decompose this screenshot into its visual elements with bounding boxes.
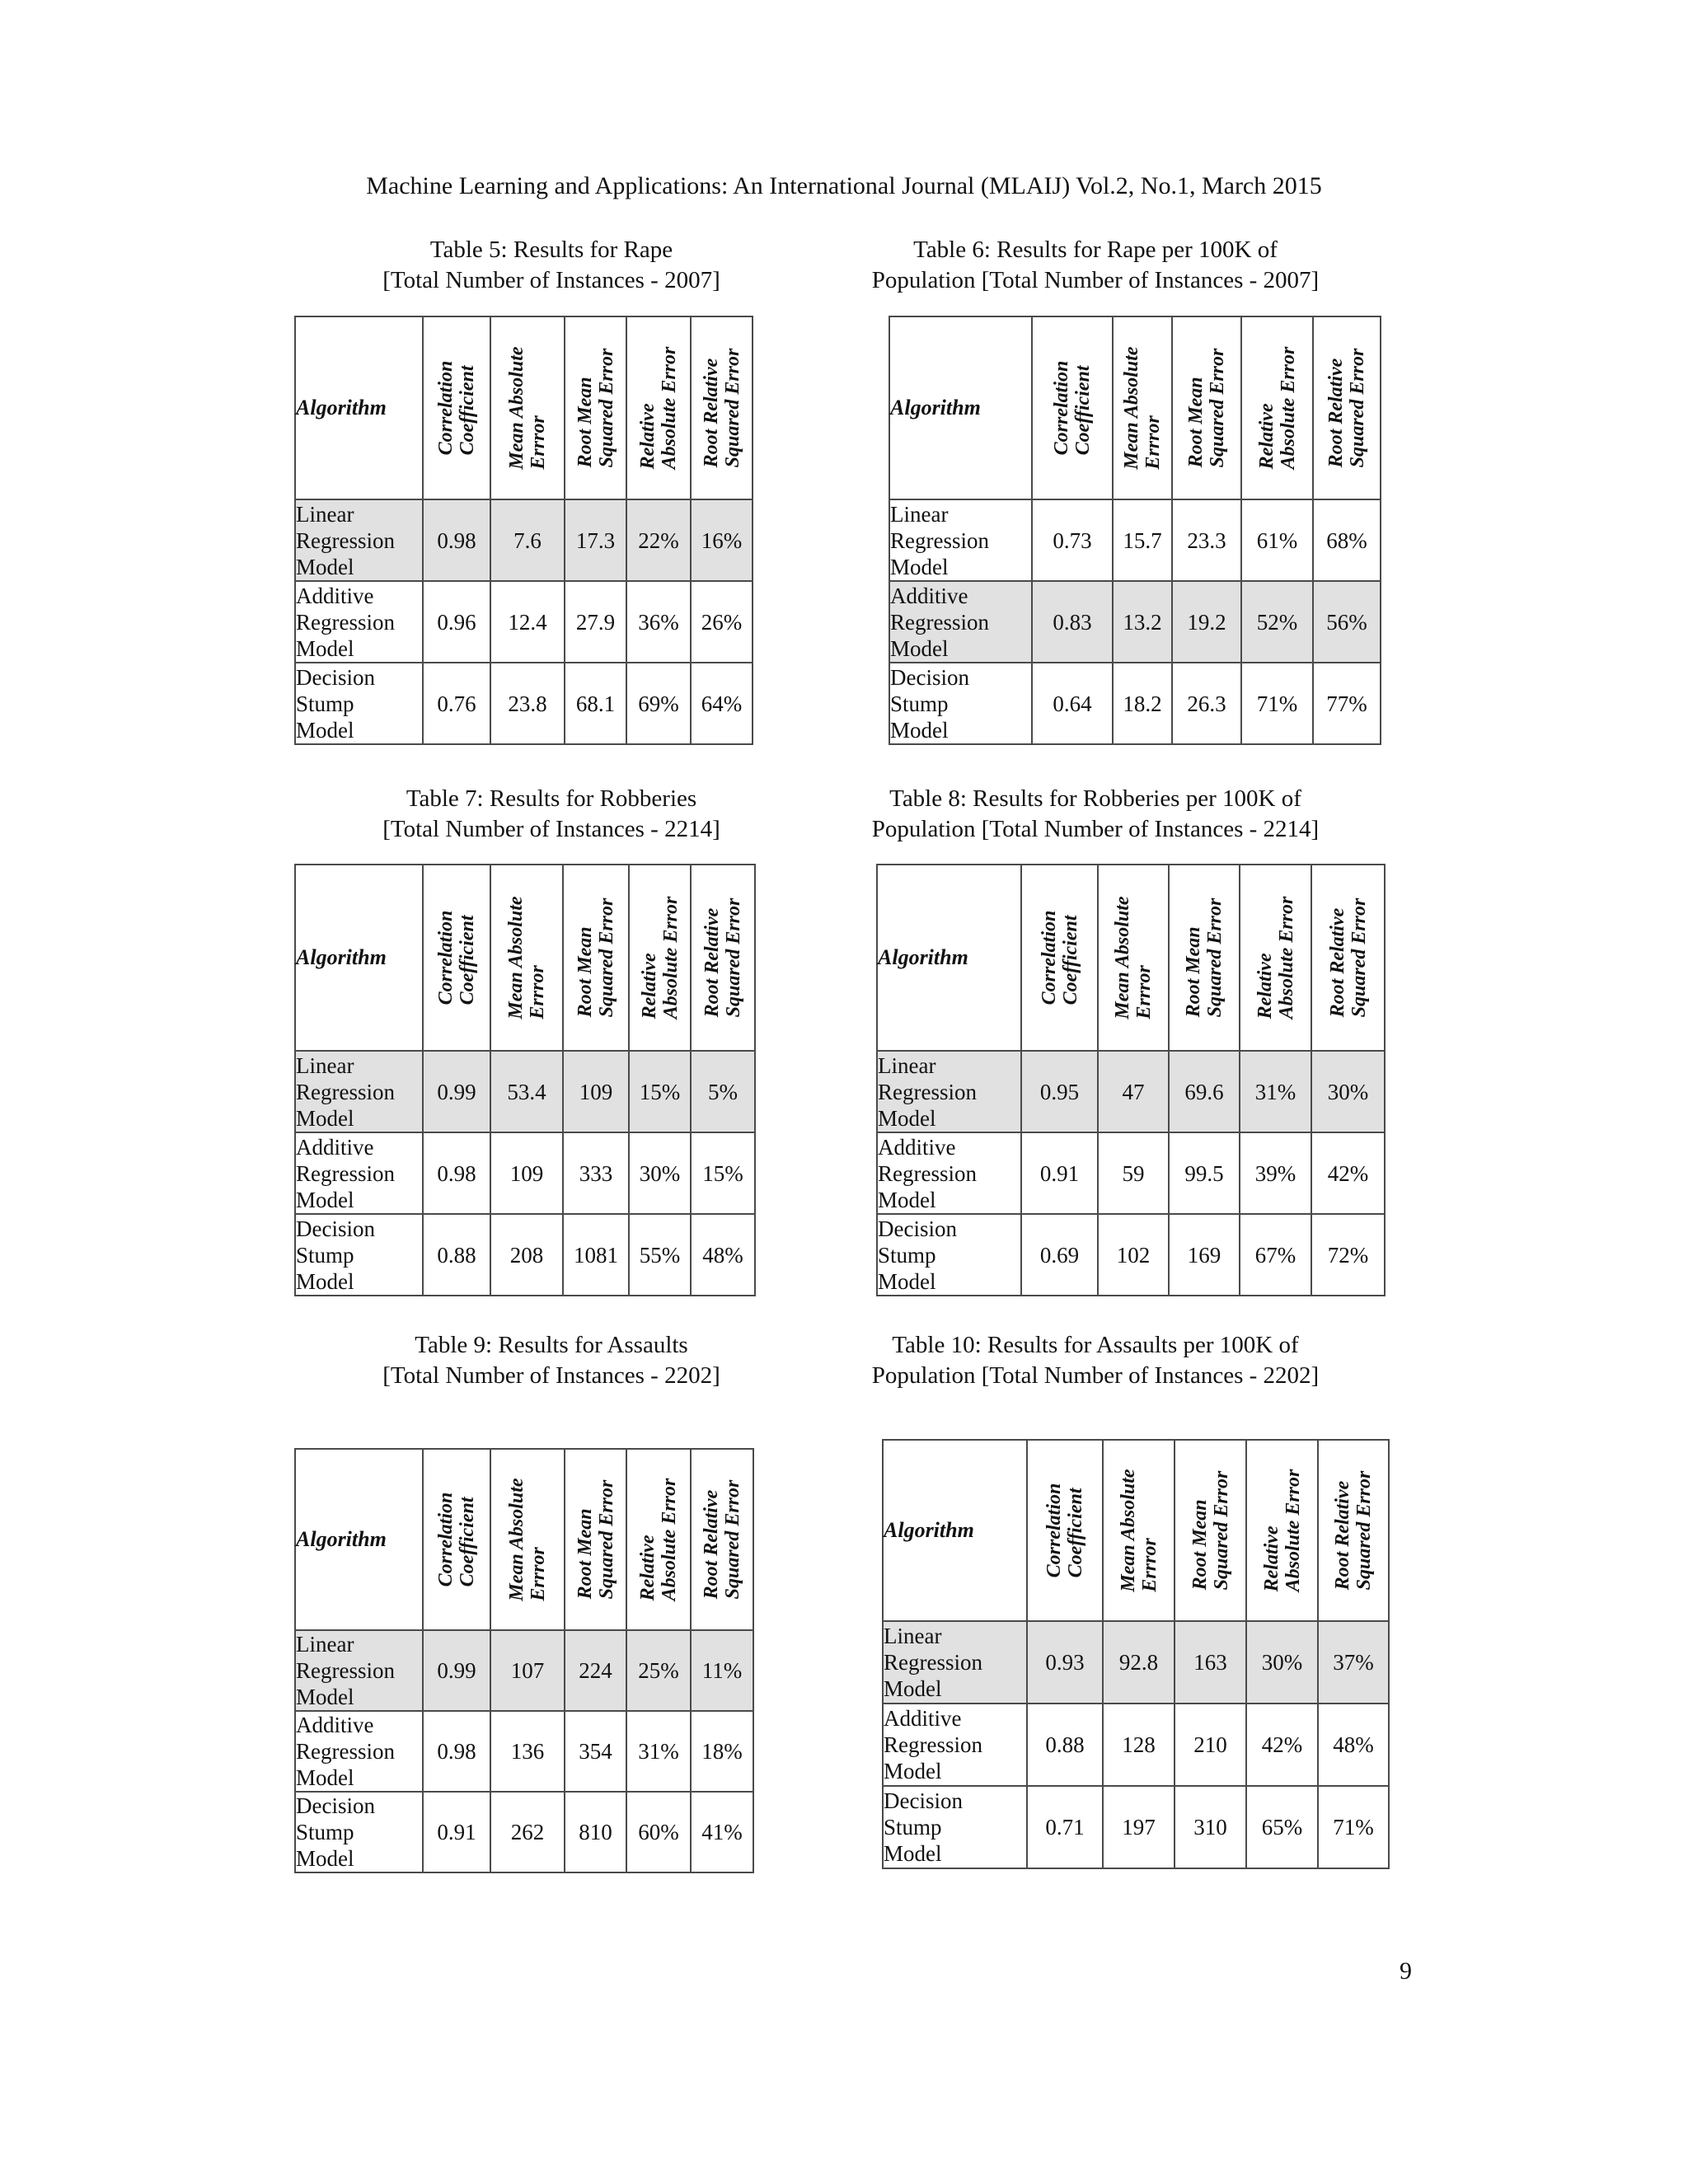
- root-relative-squared-error-cell: 77%: [1313, 663, 1381, 744]
- table-row: [295, 1630, 753, 1711]
- root-mean-squared-error-header: Root Mean Squared Error: [1169, 865, 1240, 1051]
- correlation-coefficient-cell: 0.91: [1021, 1132, 1098, 1214]
- correlation-coefficient-cell: 0.91: [423, 1792, 490, 1872]
- algorithm-header: Algorithm: [295, 865, 423, 1051]
- root-relative-squared-error-cell: 71%: [1318, 1786, 1389, 1868]
- root-mean-squared-error-header: Root Mean Squared Error: [1175, 1440, 1246, 1621]
- root-relative-squared-error-cell: 41%: [691, 1792, 753, 1872]
- table-caption: [847, 1330, 1343, 1391]
- table-caption: [364, 1330, 738, 1391]
- relative-absolute-error-cell: 69%: [626, 663, 691, 744]
- mean-absolute-error-cell: 109: [490, 1132, 563, 1214]
- algorithm-name-cell: Linear Regression Model: [295, 499, 423, 581]
- mean-absolute-error-cell: 102: [1098, 1214, 1169, 1296]
- root-mean-squared-error-cell: 19.2: [1172, 581, 1241, 663]
- root-mean-squared-error-cell: 26.3: [1172, 663, 1241, 744]
- table-caption: [847, 235, 1343, 296]
- correlation-coefficient-header: Correlation Coefficient: [423, 1449, 490, 1630]
- algorithm-name-cell: Additive Regression Model: [883, 1704, 1027, 1786]
- mean-absolute-error-header: Mean Absolute Errror: [1103, 1440, 1175, 1621]
- relative-absolute-error-cell: 55%: [629, 1214, 691, 1296]
- algorithm-name-cell: Linear Regression Model: [883, 1621, 1027, 1704]
- root-relative-squared-error-cell: 15%: [691, 1132, 755, 1214]
- relative-absolute-error-cell: 30%: [1246, 1621, 1318, 1704]
- root-mean-squared-error-cell: 169: [1169, 1214, 1240, 1296]
- table-row: [883, 1704, 1389, 1786]
- root-relative-squared-error-cell: 5%: [691, 1051, 755, 1132]
- relative-absolute-error-header: Relative Absolute Error: [1240, 865, 1311, 1051]
- relative-absolute-error-cell: 15%: [629, 1051, 691, 1132]
- relative-absolute-error-cell: 39%: [1240, 1132, 1311, 1214]
- table-row: [877, 1132, 1385, 1214]
- algorithm-name-cell: Decision Stump Model: [295, 1792, 423, 1872]
- mean-absolute-error-header: Mean Absolute Errror: [490, 316, 565, 499]
- root-relative-squared-error-header: Root Relative Squared Error: [1318, 1440, 1389, 1621]
- algorithm-header: Algorithm: [877, 865, 1021, 1051]
- correlation-coefficient-cell: 0.99: [423, 1051, 490, 1132]
- relative-absolute-error-cell: 61%: [1241, 499, 1313, 581]
- relative-absolute-error-cell: 31%: [626, 1711, 691, 1792]
- table-row: [877, 1214, 1385, 1296]
- root-relative-squared-error-cell: 26%: [691, 581, 753, 663]
- root-relative-squared-error-cell: 64%: [691, 663, 753, 744]
- table-caption-line: Table 9: Results for Assaults: [415, 1332, 688, 1358]
- correlation-coefficient-cell: 0.76: [423, 663, 490, 744]
- table-caption-line: [Total Number of Instances - 2007]: [382, 267, 720, 293]
- root-mean-squared-error-cell: 68.1: [565, 663, 626, 744]
- root-mean-squared-error-cell: 354: [565, 1711, 626, 1792]
- table-caption-line: [Total Number of Instances - 2214]: [382, 816, 720, 842]
- correlation-coefficient-cell: 0.88: [1027, 1704, 1103, 1786]
- table-caption-line: Population [Total Number of Instances - 2214]: [871, 816, 1320, 842]
- root-relative-squared-error-cell: 72%: [1311, 1214, 1385, 1296]
- table-row: [295, 1051, 755, 1132]
- root-mean-squared-error-header: Root Mean Squared Error: [1172, 316, 1241, 499]
- table-caption-line: [Total Number of Instances - 2202]: [382, 1362, 720, 1389]
- correlation-coefficient-header: Correlation Coefficient: [423, 865, 490, 1051]
- table-row: [295, 499, 753, 581]
- root-relative-squared-error-cell: 30%: [1311, 1051, 1385, 1132]
- root-mean-squared-error-cell: 17.3: [565, 499, 626, 581]
- table-row: [295, 663, 753, 744]
- correlation-coefficient-cell: 0.69: [1021, 1214, 1098, 1296]
- mean-absolute-error-cell: 262: [490, 1792, 565, 1872]
- root-relative-squared-error-header: Root Relative Squared Error: [691, 865, 755, 1051]
- table-caption-line: Table 7: Results for Robberies: [406, 785, 697, 812]
- root-mean-squared-error-header: Root Mean Squared Error: [565, 316, 626, 499]
- relative-absolute-error-cell: 25%: [626, 1630, 691, 1711]
- algorithm-name-cell: Decision Stump Model: [295, 663, 423, 744]
- correlation-coefficient-cell: 0.64: [1032, 663, 1113, 744]
- table-caption-line: Population [Total Number of Instances - 2007]: [871, 267, 1320, 293]
- table-row: [295, 1711, 753, 1792]
- algorithm-name-cell: Linear Regression Model: [295, 1051, 423, 1132]
- root-relative-squared-error-header: Root Relative Squared Error: [691, 1449, 753, 1630]
- algorithm-header: Algorithm: [883, 1440, 1027, 1621]
- relative-absolute-error-cell: 52%: [1241, 581, 1313, 663]
- mean-absolute-error-cell: 208: [490, 1214, 563, 1296]
- relative-absolute-error-cell: 67%: [1240, 1214, 1311, 1296]
- relative-absolute-error-cell: 31%: [1240, 1051, 1311, 1132]
- algorithm-name-cell: Decision Stump Model: [877, 1214, 1021, 1296]
- mean-absolute-error-cell: 136: [490, 1711, 565, 1792]
- mean-absolute-error-cell: 15.7: [1113, 499, 1172, 581]
- correlation-coefficient-cell: 0.93: [1027, 1621, 1103, 1704]
- algorithm-name-cell: Additive Regression Model: [295, 581, 423, 663]
- relative-absolute-error-cell: 30%: [629, 1132, 691, 1214]
- relative-absolute-error-cell: 71%: [1241, 663, 1313, 744]
- root-relative-squared-error-header: Root Relative Squared Error: [691, 316, 753, 499]
- table-row: [889, 581, 1381, 663]
- mean-absolute-error-cell: 107: [490, 1630, 565, 1711]
- table-row: [295, 581, 753, 663]
- algorithm-name-cell: Decision Stump Model: [889, 663, 1032, 744]
- table-row: [889, 499, 1381, 581]
- root-mean-squared-error-cell: 109: [563, 1051, 629, 1132]
- correlation-coefficient-cell: 0.98: [423, 1132, 490, 1214]
- algorithm-name-cell: Additive Regression Model: [877, 1132, 1021, 1214]
- relative-absolute-error-header: Relative Absolute Error: [626, 316, 691, 499]
- root-mean-squared-error-cell: 99.5: [1169, 1132, 1240, 1214]
- mean-absolute-error-cell: 92.8: [1103, 1621, 1175, 1704]
- table-caption-line: Population [Total Number of Instances - 2202]: [871, 1362, 1320, 1389]
- mean-absolute-error-cell: 18.2: [1113, 663, 1172, 744]
- root-relative-squared-error-cell: 56%: [1313, 581, 1381, 663]
- correlation-coefficient-header: Correlation Coefficient: [1027, 1440, 1103, 1621]
- algorithm-header: Algorithm: [295, 316, 423, 499]
- table-caption-line: Table 5: Results for Rape: [429, 237, 673, 263]
- root-relative-squared-error-cell: 11%: [691, 1630, 753, 1711]
- root-mean-squared-error-cell: 1081: [563, 1214, 629, 1296]
- mean-absolute-error-header: Mean Absolute Errror: [1113, 316, 1172, 499]
- table-row: [889, 663, 1381, 744]
- results-table: [882, 1439, 1390, 1869]
- mean-absolute-error-header: Mean Absolute Errror: [490, 1449, 565, 1630]
- relative-absolute-error-cell: 60%: [626, 1792, 691, 1872]
- mean-absolute-error-cell: 47: [1098, 1051, 1169, 1132]
- relative-absolute-error-cell: 22%: [626, 499, 691, 581]
- correlation-coefficient-cell: 0.99: [423, 1630, 490, 1711]
- correlation-coefficient-cell: 0.98: [423, 499, 490, 581]
- root-mean-squared-error-cell: 69.6: [1169, 1051, 1240, 1132]
- results-table: [294, 1448, 754, 1873]
- relative-absolute-error-header: Relative Absolute Error: [626, 1449, 691, 1630]
- root-mean-squared-error-cell: 210: [1175, 1704, 1246, 1786]
- page-number: 9: [1400, 1957, 1412, 1985]
- table-row: [295, 1132, 755, 1214]
- root-relative-squared-error-cell: 68%: [1313, 499, 1381, 581]
- root-mean-squared-error-header: Root Mean Squared Error: [563, 865, 629, 1051]
- algorithm-name-cell: Linear Regression Model: [295, 1630, 423, 1711]
- root-relative-squared-error-header: Root Relative Squared Error: [1313, 316, 1381, 499]
- relative-absolute-error-header: Relative Absolute Error: [1241, 316, 1313, 499]
- root-relative-squared-error-cell: 48%: [691, 1214, 755, 1296]
- mean-absolute-error-cell: 12.4: [490, 581, 565, 663]
- mean-absolute-error-cell: 53.4: [490, 1051, 563, 1132]
- root-mean-squared-error-cell: 224: [565, 1630, 626, 1711]
- table-caption-line: Table 10: Results for Assaults per 100K of: [892, 1332, 1299, 1358]
- algorithm-name-cell: Additive Regression Model: [295, 1132, 423, 1214]
- relative-absolute-error-cell: 65%: [1246, 1786, 1318, 1868]
- algorithm-name-cell: Additive Regression Model: [295, 1711, 423, 1792]
- root-mean-squared-error-cell: 333: [563, 1132, 629, 1214]
- table-row: [883, 1786, 1389, 1868]
- mean-absolute-error-header: Mean Absolute Errror: [490, 865, 563, 1051]
- root-mean-squared-error-cell: 23.3: [1172, 499, 1241, 581]
- root-relative-squared-error-header: Root Relative Squared Error: [1311, 865, 1385, 1051]
- algorithm-name-cell: Decision Stump Model: [883, 1786, 1027, 1868]
- table-row: [295, 1214, 755, 1296]
- mean-absolute-error-cell: 23.8: [490, 663, 565, 744]
- relative-absolute-error-header: Relative Absolute Error: [629, 865, 691, 1051]
- root-mean-squared-error-cell: 163: [1175, 1621, 1246, 1704]
- algorithm-name-cell: Decision Stump Model: [295, 1214, 423, 1296]
- root-mean-squared-error-cell: 310: [1175, 1786, 1246, 1868]
- relative-absolute-error-cell: 42%: [1246, 1704, 1318, 1786]
- table-caption-line: Table 6: Results for Rape per 100K of: [913, 237, 1278, 263]
- results-table: [294, 864, 756, 1296]
- table-row: [295, 1792, 753, 1872]
- root-mean-squared-error-cell: 27.9: [565, 581, 626, 663]
- root-mean-squared-error-cell: 810: [565, 1792, 626, 1872]
- mean-absolute-error-header: Mean Absolute Errror: [1098, 865, 1169, 1051]
- correlation-coefficient-cell: 0.83: [1032, 581, 1113, 663]
- mean-absolute-error-cell: 197: [1103, 1786, 1175, 1868]
- mean-absolute-error-cell: 128: [1103, 1704, 1175, 1786]
- relative-absolute-error-cell: 36%: [626, 581, 691, 663]
- mean-absolute-error-cell: 13.2: [1113, 581, 1172, 663]
- correlation-coefficient-header: Correlation Coefficient: [1021, 865, 1098, 1051]
- mean-absolute-error-cell: 7.6: [490, 499, 565, 581]
- table-caption: [364, 235, 738, 296]
- algorithm-name-cell: Linear Regression Model: [889, 499, 1032, 581]
- root-relative-squared-error-cell: 42%: [1311, 1132, 1385, 1214]
- table-caption-line: Table 8: Results for Robberies per 100K of: [889, 785, 1301, 812]
- correlation-coefficient-header: Correlation Coefficient: [1032, 316, 1113, 499]
- algorithm-header: Algorithm: [295, 1449, 423, 1630]
- journal-header: Machine Learning and Applications: An International Journal (MLAIJ) Vol.2, No.1, March 2015: [366, 172, 1322, 199]
- correlation-coefficient-header: Correlation Coefficient: [423, 316, 490, 499]
- algorithm-name-cell: Additive Regression Model: [889, 581, 1032, 663]
- results-table: [876, 864, 1386, 1296]
- correlation-coefficient-cell: 0.73: [1032, 499, 1113, 581]
- root-mean-squared-error-header: Root Mean Squared Error: [565, 1449, 626, 1630]
- algorithm-header: Algorithm: [889, 316, 1032, 499]
- correlation-coefficient-cell: 0.95: [1021, 1051, 1098, 1132]
- table-caption: [847, 784, 1343, 845]
- root-relative-squared-error-cell: 37%: [1318, 1621, 1389, 1704]
- root-relative-squared-error-cell: 16%: [691, 499, 753, 581]
- correlation-coefficient-cell: 0.71: [1027, 1786, 1103, 1868]
- table-row: [883, 1621, 1389, 1704]
- table-caption: [364, 784, 738, 845]
- root-relative-squared-error-cell: 18%: [691, 1711, 753, 1792]
- mean-absolute-error-cell: 59: [1098, 1132, 1169, 1214]
- correlation-coefficient-cell: 0.98: [423, 1711, 490, 1792]
- correlation-coefficient-cell: 0.88: [423, 1214, 490, 1296]
- table-row: [877, 1051, 1385, 1132]
- results-table: [294, 316, 753, 745]
- correlation-coefficient-cell: 0.96: [423, 581, 490, 663]
- relative-absolute-error-header: Relative Absolute Error: [1246, 1440, 1318, 1621]
- results-table: [889, 316, 1381, 745]
- root-relative-squared-error-cell: 48%: [1318, 1704, 1389, 1786]
- algorithm-name-cell: Linear Regression Model: [877, 1051, 1021, 1132]
